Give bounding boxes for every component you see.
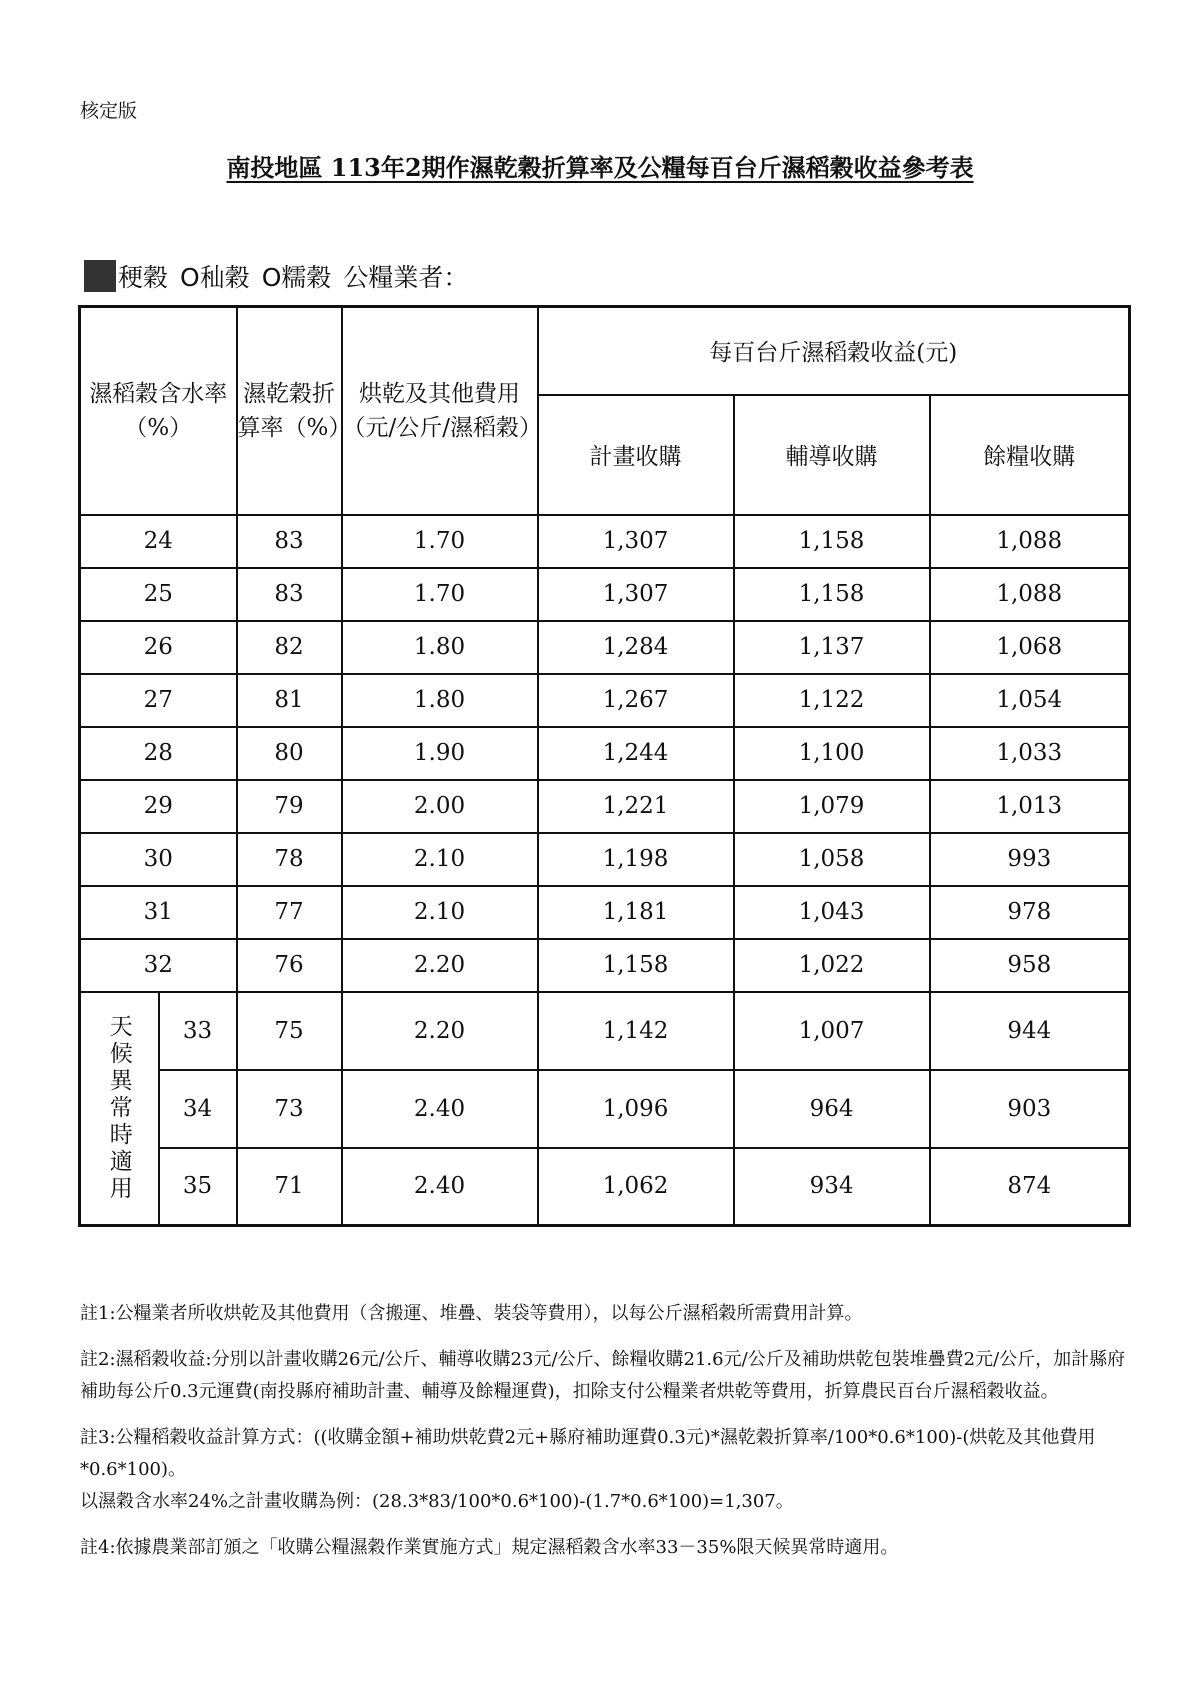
table-row [80, 674, 1130, 727]
guide-income-cell: 1,043 [734, 886, 930, 939]
plan-income-cell: 1,307 [538, 515, 734, 568]
option-grain-dealer: 公糧業者： [343, 263, 469, 292]
surplus-income-cell: 1,068 [930, 621, 1130, 674]
moisture-cell: 33 [159, 992, 237, 1070]
guide-income-cell: 1,022 [734, 939, 930, 992]
guide-income-cell: 1,137 [734, 621, 930, 674]
rate-cell: 82 [237, 621, 342, 674]
plan-income-cell: 1,158 [538, 939, 734, 992]
abnormal-weather-label-cell [80, 992, 159, 1226]
grain-type-options [84, 258, 480, 294]
surplus-income-cell: 903 [930, 1070, 1130, 1148]
option-indica: O秈穀 [180, 263, 250, 292]
header-income: 每百台斤濕稻穀收益(元) [538, 307, 1130, 395]
rice-income-table [78, 305, 1131, 1227]
note-3-example: 以濕穀含水率24%之計畫收購為例：(28.3*83/100*0.6*100)-(1.7*0.6*100)=1,307。 [80, 1491, 794, 1512]
moisture-cell: 32 [80, 939, 237, 992]
plan-income-cell: 1,142 [538, 992, 734, 1070]
note-1: 註1:公糧業者所收烘乾及其他費用（含搬運、堆疊、裝袋等費用），以每公斤濕稻穀所需費用計算。 [80, 1303, 863, 1324]
cost-cell: 2.40 [342, 1148, 538, 1226]
plan-income-cell: 1,244 [538, 727, 734, 780]
rate-cell: 76 [237, 939, 342, 992]
option-glutinous: O糯穀 [261, 263, 332, 292]
moisture-cell: 24 [80, 515, 237, 568]
guide-income-cell: 1,122 [734, 674, 930, 727]
moisture-cell: 35 [159, 1148, 237, 1226]
cost-cell: 2.20 [342, 992, 538, 1070]
rate-cell: 83 [237, 568, 342, 621]
note-4: 註4:依據農業部訂頒之「收購公糧濕穀作業實施方式」規定濕稻穀含水率33－35%限天候異常時適用。 [80, 1537, 899, 1558]
table-row [80, 992, 1130, 1070]
note-2: 註2:濕稻穀收益:分別以計畫收購26元/公斤、輔導收購23元/公斤、餘糧收購21.6元/公斤及補助烘乾包裝堆疊費2元/公斤，加計縣府補助每公斤0.3元運費(南投縣府補助計畫、輔導及餘糧運費)，扣除支付公糧業者烘乾等費用，折算農民百台斤濕稻穀收益。 [80, 1349, 1126, 1402]
cost-cell: 2.40 [342, 1070, 538, 1148]
plan-income-cell: 1,198 [538, 833, 734, 886]
rate-cell: 75 [237, 992, 342, 1070]
plan-income-cell: 1,221 [538, 780, 734, 833]
header-cost: 烘乾及其他費用（元/公斤/濕稻穀） [342, 307, 538, 515]
table-row [80, 780, 1130, 833]
rate-cell: 81 [237, 674, 342, 727]
table-body [80, 515, 1130, 1226]
rate-cell: 79 [237, 780, 342, 833]
surplus-income-cell: 978 [930, 886, 1130, 939]
plan-income-cell: 1,181 [538, 886, 734, 939]
guide-income-cell: 934 [734, 1148, 930, 1226]
table-row [80, 727, 1130, 780]
cost-cell: 1.80 [342, 674, 538, 727]
plan-income-cell: 1,284 [538, 621, 734, 674]
filled-square-icon [84, 260, 116, 292]
moisture-cell: 34 [159, 1070, 237, 1148]
moisture-cell: 25 [80, 568, 237, 621]
guide-income-cell: 1,158 [734, 568, 930, 621]
guide-income-cell: 1,100 [734, 727, 930, 780]
cost-cell: 2.10 [342, 886, 538, 939]
surplus-income-cell: 1,033 [930, 727, 1130, 780]
plan-income-cell: 1,307 [538, 568, 734, 621]
guide-income-cell: 964 [734, 1070, 930, 1148]
notes-section [80, 1298, 1140, 1578]
header-moisture: 濕稻穀含水率（%） [80, 307, 237, 515]
header-surplus: 餘糧收購 [930, 395, 1130, 515]
header-guide: 輔導收購 [734, 395, 930, 515]
moisture-cell: 26 [80, 621, 237, 674]
surplus-income-cell: 1,088 [930, 515, 1130, 568]
table-row [80, 515, 1130, 568]
table-row [80, 1070, 1130, 1148]
option-japonica: 稉穀 [118, 263, 169, 292]
cost-cell: 2.20 [342, 939, 538, 992]
cost-cell: 2.10 [342, 833, 538, 886]
table-row [80, 886, 1130, 939]
guide-income-cell: 1,058 [734, 833, 930, 886]
surplus-income-cell: 1,013 [930, 780, 1130, 833]
abnormal-weather-label: 天候異常時適用 [105, 1013, 132, 1203]
cost-cell: 1.90 [342, 727, 538, 780]
surplus-income-cell: 993 [930, 833, 1130, 886]
cost-cell: 1.70 [342, 568, 538, 621]
header-plan: 計畫收購 [538, 395, 734, 515]
moisture-cell: 29 [80, 780, 237, 833]
rate-cell: 83 [237, 515, 342, 568]
rate-cell: 73 [237, 1070, 342, 1148]
rate-cell: 78 [237, 833, 342, 886]
moisture-cell: 31 [80, 886, 237, 939]
header-rate: 濕乾穀折算率（%） [237, 307, 342, 515]
cost-cell: 2.00 [342, 780, 538, 833]
table-row [80, 939, 1130, 992]
moisture-cell: 30 [80, 833, 237, 886]
document-title: 南投地區 113年2期作濕乾穀折算率及公糧每百台斤濕稻穀收益參考表 [226, 153, 974, 182]
guide-income-cell: 1,007 [734, 992, 930, 1070]
surplus-income-cell: 958 [930, 939, 1130, 992]
surplus-income-cell: 874 [930, 1148, 1130, 1226]
plan-income-cell: 1,267 [538, 674, 734, 727]
plan-income-cell: 1,096 [538, 1070, 734, 1148]
rate-cell: 77 [237, 886, 342, 939]
moisture-cell: 28 [80, 727, 237, 780]
rate-cell: 80 [237, 727, 342, 780]
table-row [80, 621, 1130, 674]
surplus-income-cell: 1,088 [930, 568, 1130, 621]
table-row [80, 568, 1130, 621]
surplus-income-cell: 1,054 [930, 674, 1130, 727]
plan-income-cell: 1,062 [538, 1148, 734, 1226]
cost-cell: 1.70 [342, 515, 538, 568]
note-3: 註3:公糧稻穀收益計算方式：((收購金額+補助烘乾費2元+縣府補助運費0.3元)*濕乾穀折算率/100*0.6*100)-(烘乾及其他費用*0.6*100)。 [80, 1427, 1096, 1480]
guide-income-cell: 1,079 [734, 780, 930, 833]
guide-income-cell: 1,158 [734, 515, 930, 568]
table-row [80, 1148, 1130, 1226]
rate-cell: 71 [237, 1148, 342, 1226]
moisture-cell: 27 [80, 674, 237, 727]
cost-cell: 1.80 [342, 621, 538, 674]
version-label: 核定版 [80, 100, 138, 122]
surplus-income-cell: 944 [930, 992, 1130, 1070]
table-row [80, 833, 1130, 886]
